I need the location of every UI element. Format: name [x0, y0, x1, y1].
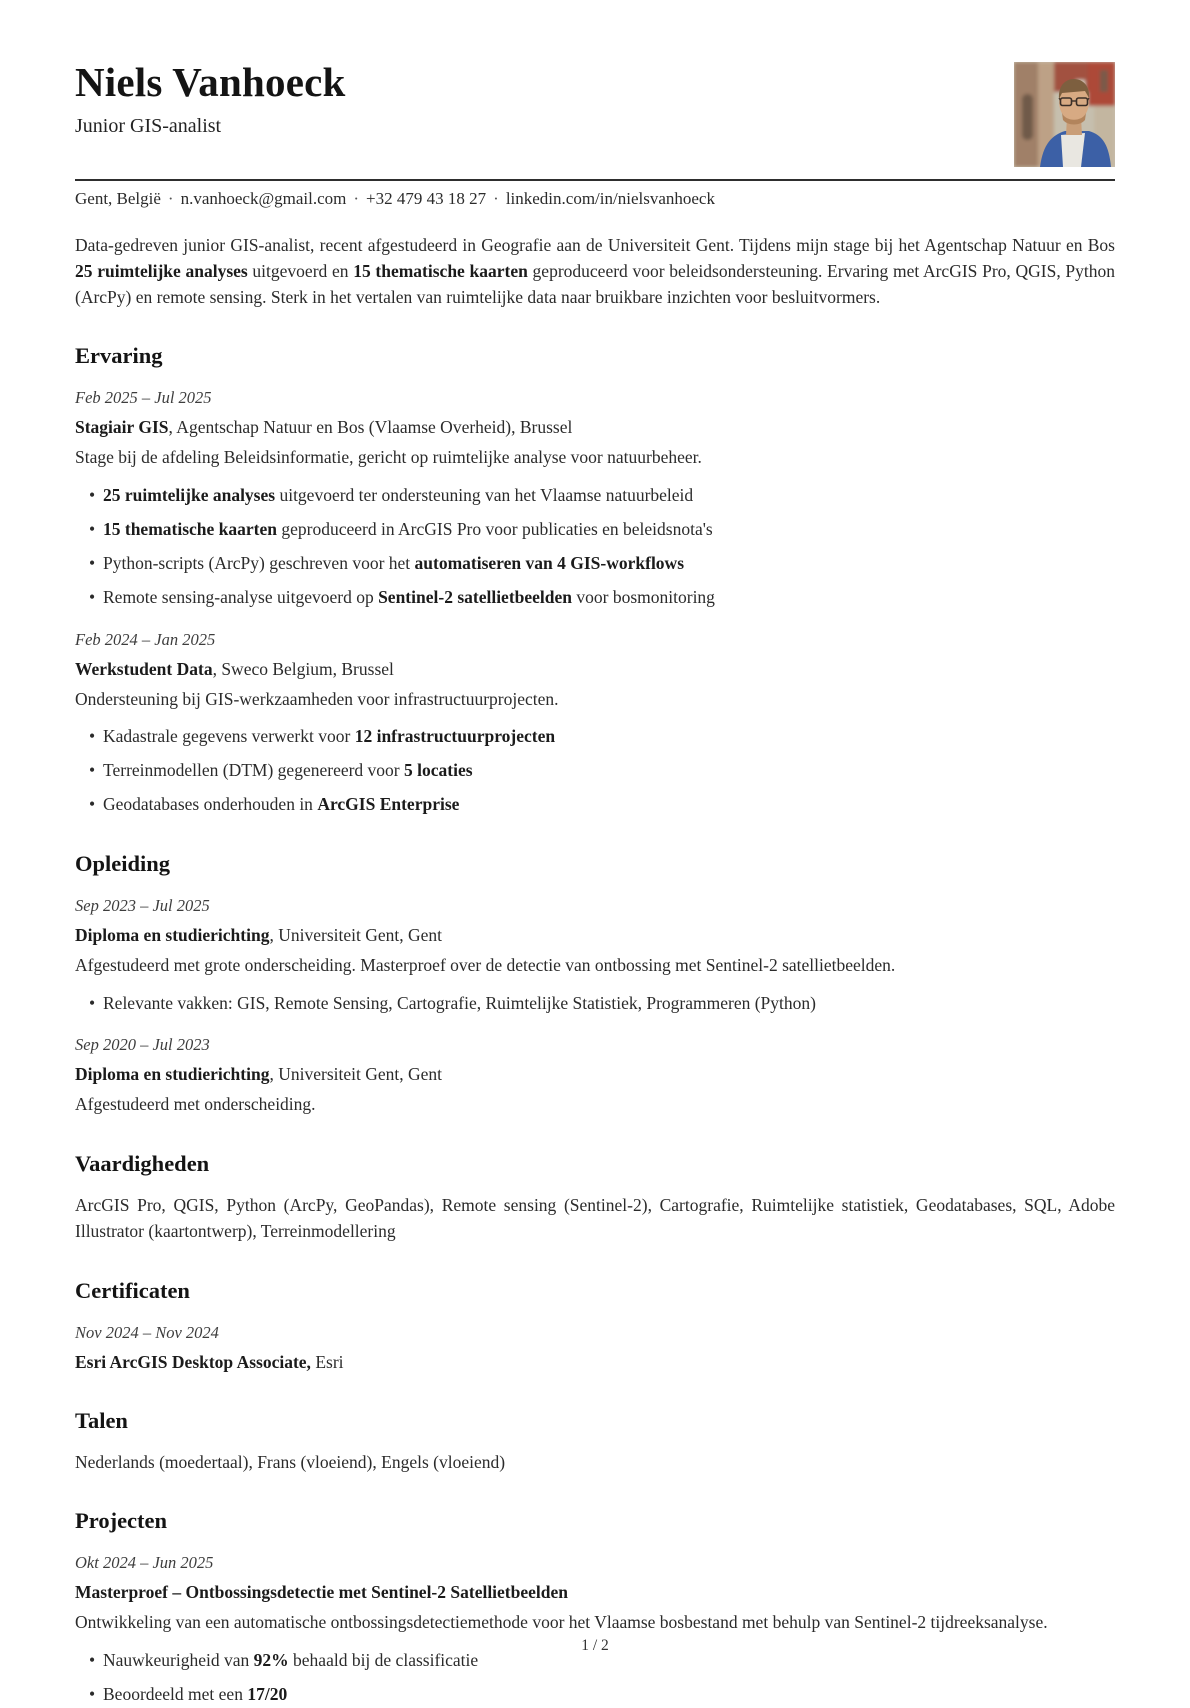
job-bullet: • Terreinmodellen (DTM) gegenereerd voor 5 locaties	[75, 758, 1115, 784]
education-bullet: • Relevante vakken: GIS, Remote Sensing, Cartografie, Ruimtelijke Statistiek, Programmeren (Python)	[75, 991, 1115, 1017]
project-heading: Masterproef – Ontbossingsdetectie met Sentinel-2 Satellietbeelden	[75, 1582, 568, 1603]
job-entry	[75, 630, 1115, 818]
page-number: 1 / 2	[581, 1637, 609, 1654]
languages-text: Nederlands (moedertaal), Frans (vloeiend), Engels (vloeiend)	[75, 1451, 506, 1472]
education-dates: Sep 2023 – Jul 2025	[75, 895, 210, 915]
certificate-heading: Esri ArcGIS Desktop Associate, Esri	[75, 1351, 344, 1372]
education-heading: Diploma en studierichting, Universiteit Gent, Gent	[75, 1064, 442, 1085]
job-bullet: • Kadastrale gegevens verwerkt voor 12 infrastructuurprojecten	[75, 724, 1115, 750]
education-dates: Sep 2020 – Jul 2023	[75, 1035, 210, 1055]
skills-text: ArcGIS Pro, QGIS, Python (ArcPy, GeoPandas), Remote sensing (Sentinel-2), Cartografie, Ruimtelijke statistiek, Geodatabases, SQL, Adobe Illustrator (kaartontwerp), Terreinmodellering	[75, 1195, 1115, 1241]
contact-separator: ·	[167, 189, 174, 208]
section-title-talen: Talen	[75, 1407, 128, 1433]
job-bullet-list	[75, 483, 1115, 611]
job-bullet: • Python-scripts (ArcPy) geschreven voor het automatiseren van 4 GIS-workflows	[75, 551, 1115, 577]
name-heading: Niels Vanhoeck	[75, 59, 346, 105]
project-dates: Okt 2024 – Jun 2025	[75, 1553, 214, 1573]
contact-location: Gent, België	[75, 189, 161, 208]
section-title-ervaring: Ervaring	[75, 343, 163, 369]
header	[75, 60, 1115, 179]
contact-line	[75, 189, 1115, 209]
header-divider	[75, 179, 1115, 181]
job-dates: Feb 2025 – Jul 2025	[75, 388, 212, 408]
education-entry	[75, 896, 1115, 1016]
education-bullet-list	[75, 991, 1115, 1017]
job-description: Ondersteuning bij GIS-werkzaamheden voor infrastructuurprojecten.	[75, 688, 559, 709]
education-heading: Diploma en studierichting, Universiteit Gent, Gent	[75, 924, 442, 945]
job-bullet: • Geodatabases onderhouden in ArcGIS Enterprise	[75, 792, 1115, 818]
project-bullet: • Nauwkeurigheid van 92% behaald bij de classificatie	[75, 1648, 1115, 1674]
contact-separator: ·	[493, 189, 499, 208]
job-bullet: • 15 thematische kaarten geproduceerd in ArcGIS Pro voor publicaties en beleidsnota's	[75, 517, 1115, 543]
job-heading: Werkstudent Data, Sweco Belgium, Brussel	[75, 658, 394, 679]
project-entry	[75, 1553, 1115, 1707]
job-description: Stage bij de afdeling Beleidsinformatie, gericht op ruimtelijke analyse voor natuurbeheer.	[75, 447, 702, 468]
job-heading: Stagiair GIS, Agentschap Natuur en Bos (Vlaamse Overheid), Brussel	[75, 417, 573, 438]
contact-linkedin: linkedin.com/in/nielsvanhoeck	[505, 189, 715, 208]
certificate-dates: Nov 2024 – Nov 2024	[75, 1322, 219, 1342]
profile-photo-illustration	[1014, 62, 1115, 167]
summary-paragraph: Data-gedreven junior GIS-analist, recent afgestudeerd in Geografie aan de Universiteit Gent. Tijdens mijn stage bij het Agentschap Natuur en Bos 25 ruimtelijke analyses uitgevoerd en 15 thematische kaarten geproduceerd voor beleidsondersteuning. Ervaring met ArcGIS Pro, QGIS, Python (ArcPy) en remote sensing. Sterk in het vertalen van ruimtelijke data naar bruikbare inzichten voor besluitvormers.	[75, 235, 1115, 307]
education-description: Afgestudeerd met grote onderscheiding. Masterproef over de detectie van ontbossing met Sentinel-2 satellietbeelden.	[75, 954, 896, 975]
job-dates: Feb 2024 – Jan 2025	[75, 629, 216, 649]
section-title-projecten: Projecten	[75, 1508, 168, 1534]
contact-separator: ·	[353, 189, 360, 208]
job-entry	[75, 388, 1115, 610]
contact-phone: +32 479 43 18 27	[366, 189, 487, 208]
job-bullet-list	[75, 724, 1115, 818]
contact-email: n.vanhoeck@gmail.com	[180, 189, 347, 208]
project-description: Ontwikkeling van een automatische ontbossingsdetectiemethode voor het Vlaamse bosbestand met behulp van Sentinel-2 tijdreeksanalyse.	[75, 1612, 1048, 1633]
certificate-entry	[75, 1323, 1115, 1375]
section-title-vaardigheden: Vaardigheden	[75, 1151, 210, 1177]
job-title: Junior GIS-analist	[75, 114, 222, 137]
section-title-opleiding: Opleiding	[75, 850, 171, 876]
section-title-certificaten: Certificaten	[75, 1277, 190, 1303]
education-description: Afgestudeerd met onderscheiding.	[75, 1094, 316, 1115]
job-bullet: • 25 ruimtelijke analyses uitgevoerd ter ondersteuning van het Vlaamse natuurbeleid	[75, 483, 1115, 509]
project-bullet-list	[75, 1648, 1115, 1708]
job-bullet: • Remote sensing-analyse uitgevoerd op Sentinel-2 satellietbeelden voor bosmonitoring	[75, 585, 1115, 611]
project-bullet: • Beoordeeld met een 17/20	[75, 1682, 1115, 1708]
profile-photo	[1014, 62, 1115, 167]
education-entry	[75, 1035, 1115, 1118]
